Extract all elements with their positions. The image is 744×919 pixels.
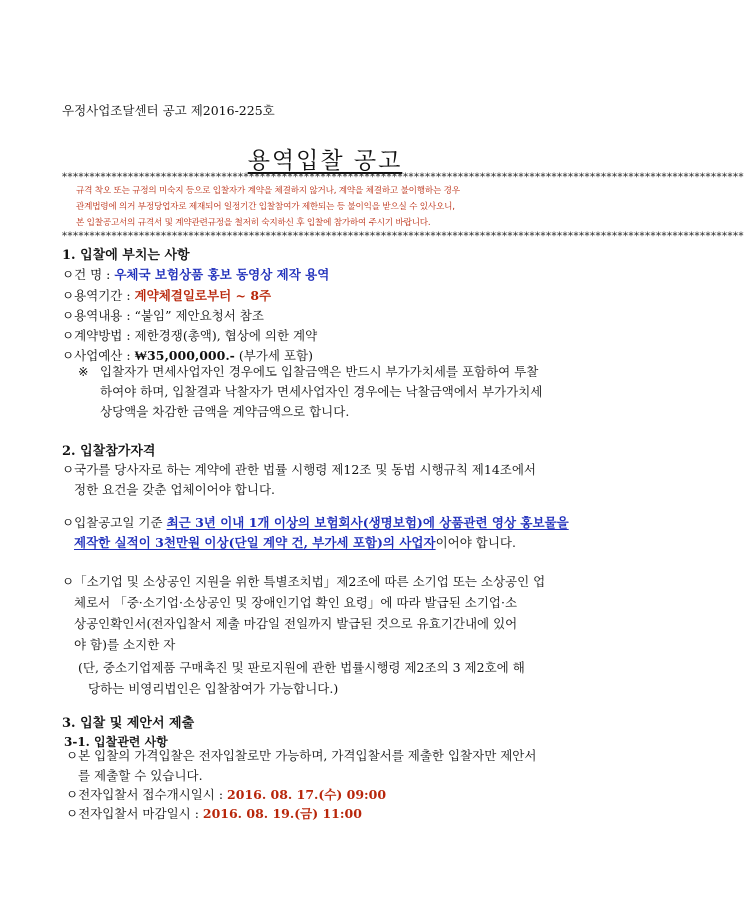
- eligibility-item-2: [62, 513, 602, 553]
- bidding-item-1: [66, 746, 590, 786]
- divider-top: ****************************************************************************************************************************: [62, 172, 744, 183]
- eligibility-item-2-suffix: 이어야 합니다.: [435, 535, 516, 550]
- budget-label: ㅇ사업예산 :: [62, 348, 135, 363]
- eligibility-item-2-prefix: ㅇ입찰공고일 기준: [62, 515, 167, 530]
- vat-note-line: 상당액을 차감한 금액을 계약금액으로 합니다.: [100, 404, 350, 419]
- bidding-item-1-line: ㅇ본 입찰의 가격입찰은 전자입찰로만 가능하며, 가격입찰서를 제출한 입찰자만 제안서: [66, 748, 537, 763]
- page-title-text: 용역입찰 공고: [247, 148, 403, 174]
- eligibility-item-1: [62, 460, 592, 500]
- service-period-row: [62, 286, 271, 304]
- eligibility-item-3-note: [78, 657, 590, 699]
- eligibility-item-1-line: ㅇ국가를 당사자로 하는 계약에 관한 법률 시행령 제12조 및 동법 시행규칙 제14조에서: [62, 462, 536, 477]
- bid-start-label: ㅇ전자입찰서 접수개시일시 :: [66, 787, 228, 802]
- project-name-label: ㅇ건 명 :: [62, 267, 115, 282]
- eligibility-item-2-highlight: 최근 3년 이내 1개 이상의 보험회사(생명보험)에 상품관련 영상 홍보물을: [166, 515, 569, 530]
- eligibility-item-3-line: 상공인확인서(전자입찰서 제출 마감일 전일까지 발급된 것으로 유효기간내에 있어: [74, 616, 518, 631]
- section2-heading: 2. 입찰참가자격: [62, 444, 156, 459]
- service-content: ㅇ용역내용 : “붙임” 제안요청서 참조: [62, 308, 264, 323]
- bid-end-row: [66, 804, 362, 822]
- vat-note: [100, 362, 590, 422]
- note-mark: ※: [78, 364, 89, 379]
- divider-bottom: ****************************************************************************************************************************: [62, 231, 744, 242]
- bid-start-value: 2016. 08. 17.(수) 09:00: [227, 787, 387, 802]
- notice-number: 우정사업조달센터 공고 제2016-225호: [62, 103, 275, 118]
- eligibility-item-1-line: 정한 요건을 갖춘 업체이어야 합니다.: [74, 482, 275, 497]
- eligibility-item-3-line: ㅇ「소기업 및 소상공인 지원을 위한 특별조치법」제2조에 따른 소기업 또는 소상공인 업: [62, 574, 546, 589]
- project-name-value: 우체국 보험상품 홍보 동영상 제작 용역: [114, 267, 330, 282]
- project-name-row: [62, 265, 329, 283]
- vat-note-line: 입찰자가 면세사업자인 경우에도 입찰금액은 반드시 부가가치세를 포함하여 투찰: [100, 364, 539, 379]
- service-period-value: 계약체결일로부터 ~ 8주: [134, 288, 272, 303]
- contract-method: ㅇ계약방법 : 제한경쟁(총액), 협상에 의한 계약: [62, 328, 318, 343]
- eligibility-note-line: (단, 중소기업제품 구매촉진 및 판로지원에 관한 법률시행령 제2조의 3 제2호에 해: [78, 660, 525, 675]
- warning-line-1: 규격 착오 또는 규정의 미숙지 등으로 입찰자가 계약을 체결하지 않거나, 계약을 체결하고 불이행하는 경우: [76, 186, 460, 196]
- bid-end-value: 2016. 08. 19.(금) 11:00: [202, 806, 362, 821]
- eligibility-item-3-line: 체로서 「중·소기업·소상공인 및 장애인기업 확인 요령」에 따라 발급된 소기업·소: [74, 595, 518, 610]
- bid-end-label: ㅇ전자입찰서 마감일시 :: [66, 806, 203, 821]
- budget-value: ₩35,000,000.-: [134, 348, 235, 363]
- warning-line-2: 관계법령에 의거 부정당업자로 제재되어 일정기간 입찰참여가 제한되는 등 불이익을 받으실 수 있사오니,: [76, 202, 455, 212]
- eligibility-item-2-highlight: 제작한 실적이 3천만원 이상(단일 계약 건, 부가세 포함)의 사업자: [74, 535, 436, 550]
- section3-subheading: 3-1. 입찰관련 사항: [64, 735, 168, 749]
- service-period-label: ㅇ용역기간 :: [62, 288, 135, 303]
- eligibility-item-3-line: 야 함)를 소지한 자: [74, 637, 176, 652]
- eligibility-note-line: 당하는 비영리법인은 입찰참여가 가능합니다.): [88, 681, 339, 696]
- section1-heading: 1. 입찰에 부치는 사항: [62, 248, 190, 263]
- eligibility-item-3: [62, 571, 590, 655]
- budget-suffix: (부가세 포함): [234, 348, 313, 363]
- warning-line-3: 본 입찰공고서의 규격서 및 계약관련규정을 철저히 숙지하신 후 입찰에 참가하여 주시기 바랍니다.: [76, 218, 431, 228]
- page-title: [0, 142, 650, 175]
- section3-heading: 3. 입찰 및 제안서 제출: [62, 716, 195, 731]
- vat-note-line: 하여야 하며, 입찰결과 낙찰자가 면세사업자인 경우에는 낙찰금액에서 부가가치세: [100, 384, 543, 399]
- bid-start-row: [66, 785, 386, 803]
- bidding-item-1-line: 를 제출할 수 있습니다.: [78, 768, 203, 783]
